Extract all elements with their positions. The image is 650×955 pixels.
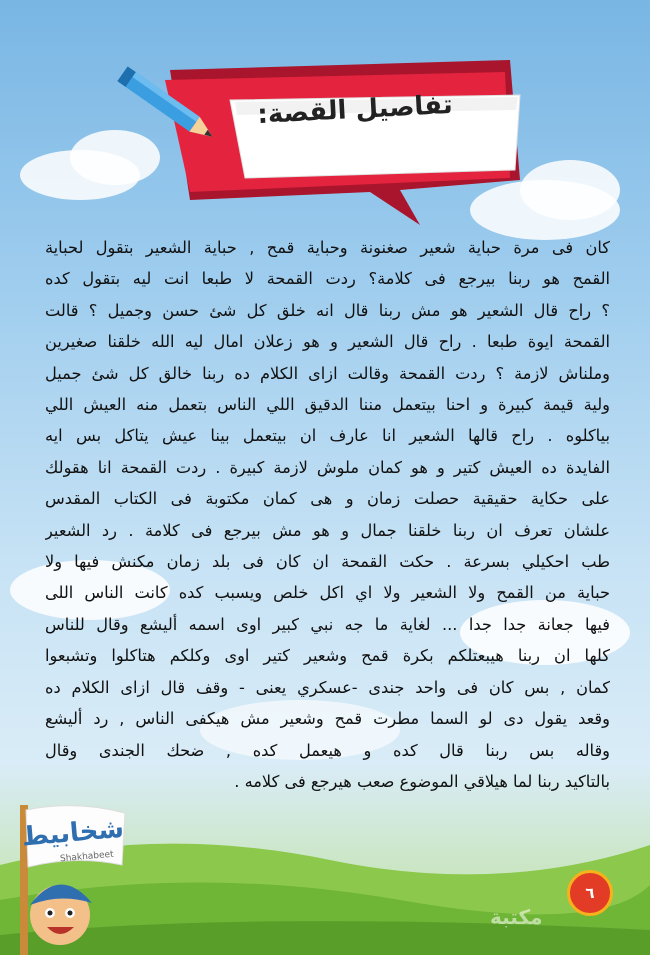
story-line: وملناش لازمة ؟ ردت القمحة وقالت ازاى الكلام ده ربنا خالق كل شئ جميل: [45, 363, 610, 383]
story-line: حباية من القمح ولا الشعير ولا اي اكل خلص ويسبب كده كانت الناس اللى: [45, 583, 610, 603]
story-line: القمح هو ربنا بيرجع فى كلامة؟ ردت القمحة لا طبعا انت ليه بتقول كده: [45, 269, 610, 289]
story-line: بالتاكيد ربنا لما هيلاقي الموضوع صعب هيرجع فى كلامه .: [234, 771, 610, 791]
story-line: وقاله بس ربنا قال كده و هيعمل كده , ضحك الجندى وقال: [45, 740, 610, 760]
logo-arabic-text: شخابيط: [20, 813, 126, 853]
story-line: على حكاية حقيقية حصلت زمان و هى كمان مكتوبة فى الكتاب المقدس: [45, 489, 610, 509]
story-text: [45, 232, 610, 872]
story-line: ؟ راح قال الشعير هو مش ربنا قال انه خلق كل شئ حسن وجميل ؟ قالت: [45, 300, 610, 320]
page-title: تفاصيل القصة:: [256, 89, 454, 131]
page-number-badge: ٦: [567, 870, 613, 916]
story-line: كمان , بس كان فى واحد جندى -عسكري يعنى - وقف قال ازاى الكلام ده: [45, 677, 610, 697]
story-line: فيها جعانة جدا جدا ... لغاية ما جه نبي كبير اوى اسمه أليشع وقال للناس: [45, 614, 610, 634]
story-line: كان فى مرة حباية شعير صغنونة وحباية قمح , حباية الشعير بتقول لحباية: [45, 238, 610, 257]
story-line: الفايدة ده العيش كتير و هو كمان ملوش لازمة كبيرة . ردت القمحة انا هقولك: [45, 457, 610, 477]
story-line: القمحة ايوة طبعا . راح قال الشعير و هو زعلان امال ليه الله خلقنا صغيرين: [45, 332, 610, 352]
logo-english-text: Shakhabeet: [59, 849, 115, 865]
story-line: ولية قيمة كبيرة و احنا بيتعمل مننا الدقيق اللي الناس بتعمل منه العيش اللي: [45, 395, 610, 415]
story-line: وقعد يقول دى لو السما مطرت قمح وشعير مش هيكفى الناس , رد أليشع: [45, 709, 610, 729]
pencil-icon: [110, 62, 230, 152]
story-line: علشان تعرف ان ربنا خلقنا جمال و هو مش بيرجع فى كلامة . رد الشعير: [45, 520, 610, 540]
watermark: مكتبة: [490, 905, 543, 929]
story-line: بياكلوه . راح قالها الشعير انا عارف ان بيتعمل بينا عيش يتاكل بس ايه: [45, 426, 610, 446]
cloud: [520, 160, 620, 220]
story-line: كلها ان ربنا هيبعتلكم بكرة قمح وشعير كتير اوى وكلكم هتاكلوا وتشبعوا: [45, 646, 610, 666]
story-line: طب احكيلي بسرعة . حكت القمحة ان كان فى بلد زمان مكنش فيها ولا: [45, 552, 610, 572]
